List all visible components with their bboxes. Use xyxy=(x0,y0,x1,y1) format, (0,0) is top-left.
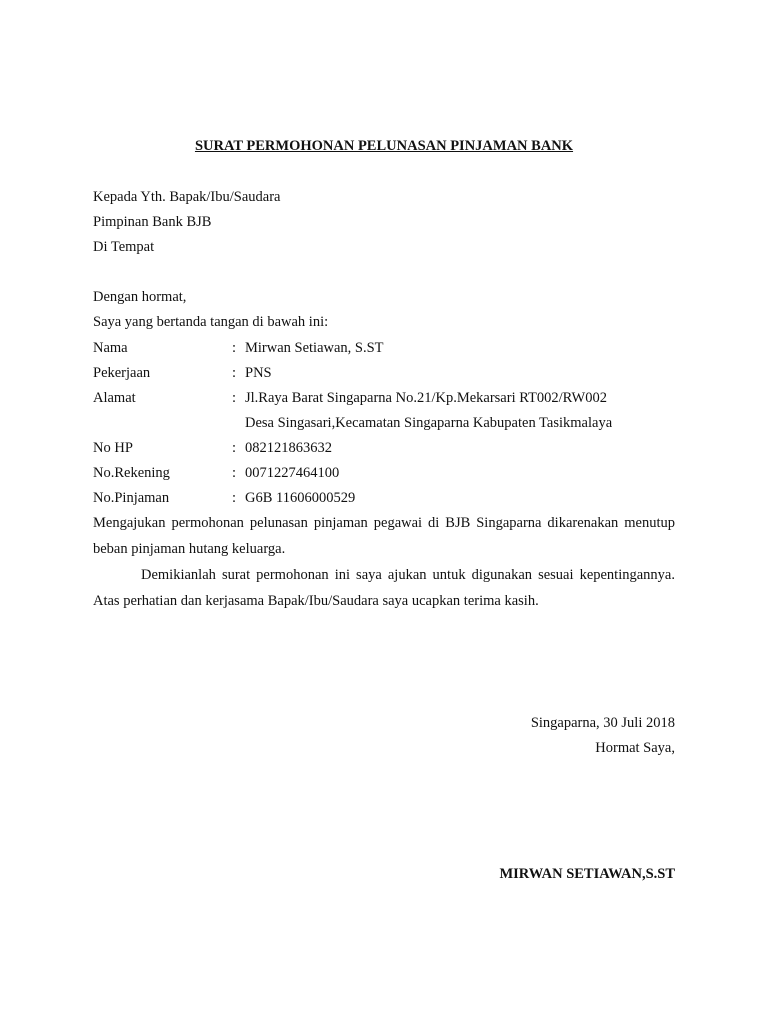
field-label-no-hp: No HP xyxy=(93,440,133,456)
recipient-line-3: Di Tempat xyxy=(93,239,155,255)
field-value-nama: Mirwan Setiawan, S.ST xyxy=(245,340,384,356)
field-value-no-pinjaman: G6B 11606000529 xyxy=(245,490,356,506)
closing-paragraph: Demikianlah surat permohonan ini saya ajukan untuk digunakan sesuai kepentingannya. Atas perhatian dan kerjasama Bapak/Ibu/Saudara saya ucapkan terima kasih. xyxy=(93,567,675,609)
place-date: Singaparna, 30 Juli 2018 xyxy=(530,715,675,731)
field-separator: : xyxy=(232,440,237,456)
field-label-pekerjaan: Pekerjaan xyxy=(93,365,151,381)
field-label-alamat: Alamat xyxy=(93,390,136,406)
field-value-no-rekening: 0071227464100 xyxy=(245,465,340,481)
field-label-no-rekening: No.Rekening xyxy=(93,465,170,481)
field-value-pekerjaan: PNS xyxy=(245,365,272,381)
field-value-alamat-line-2: Desa Singasari,Kecamatan Singaparna Kabupaten Tasikmalaya xyxy=(245,415,613,431)
field-separator: : xyxy=(232,490,237,506)
field-value-no-hp: 082121863632 xyxy=(245,440,332,456)
signatory-name: MIRWAN SETIAWAN,S.ST xyxy=(499,866,675,882)
closing-salutation: Hormat Saya, xyxy=(595,740,675,756)
field-separator: : xyxy=(232,365,237,381)
field-separator: : xyxy=(232,465,237,481)
greeting: Dengan hormat, xyxy=(93,289,187,305)
field-separator: : xyxy=(232,390,237,406)
recipient-line-2: Pimpinan Bank BJB xyxy=(93,214,212,230)
recipient-line-1: Kepada Yth. Bapak/Ibu/Saudara xyxy=(93,189,281,205)
letter-title: SURAT PERMOHONAN PELUNASAN PINJAMAN BANK xyxy=(194,138,574,154)
body-paragraph: Mengajukan permohonan pelunasan pinjaman pegawai di BJB Singaparna dikarenakan menutup beban pinjaman hutang keluarga. xyxy=(93,515,675,557)
field-label-nama: Nama xyxy=(93,340,128,356)
field-label-no-pinjaman: No.Pinjaman xyxy=(93,490,170,506)
field-value-alamat-line-1: Jl.Raya Barat Singaparna No.21/Kp.Mekarsari RT002/RW002 xyxy=(245,390,607,406)
intro-text: Saya yang bertanda tangan di bawah ini: xyxy=(93,314,329,330)
field-separator: : xyxy=(232,340,237,356)
